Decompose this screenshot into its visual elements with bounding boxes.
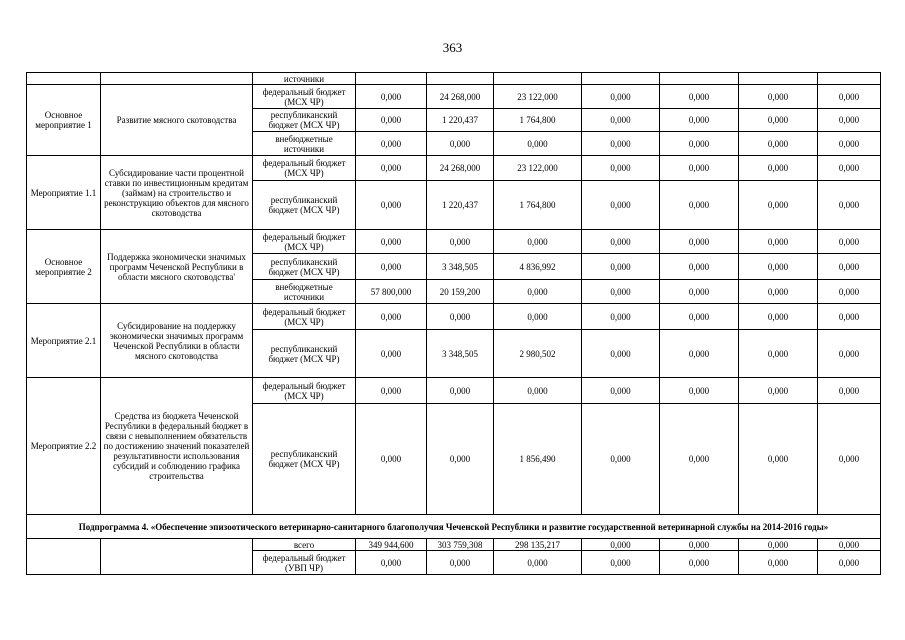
table-cell: 0,000: [818, 404, 881, 515]
table-cell: 3 348,505: [427, 254, 494, 280]
table-cell: 0,000: [739, 132, 818, 156]
table-cell: 0,000: [356, 109, 427, 132]
table-cell: 0,000: [739, 181, 818, 230]
table-cell: 0,000: [494, 551, 582, 575]
table-cell: Средства из бюджета Чеченской Республики в федеральный бюджет в связи с невыполнением обязательств по достижению значений показателей результативности использования субсидий и соблюдению графика строительства: [101, 378, 253, 515]
table-cell: 0,000: [356, 378, 427, 404]
table-cell: Субсидирование на поддержку экономически значимых программ Чеченской Республики в области мясного скотоводства: [101, 304, 253, 378]
table-cell: [27, 73, 101, 85]
table-cell: республиканский бюджет (МСХ ЧР): [253, 109, 356, 132]
table-cell: 0,000: [427, 304, 494, 330]
table-cell: 0,000: [356, 230, 427, 254]
table-cell: 0,000: [582, 551, 660, 575]
table-cell: 2 980,502: [494, 330, 582, 378]
table-cell: 0,000: [660, 132, 739, 156]
table-cell: 0,000: [427, 551, 494, 575]
table-cell: 0,000: [582, 254, 660, 280]
table-cell: 3 348,505: [427, 330, 494, 378]
table-cell: [101, 539, 253, 575]
table-cell: 0,000: [739, 304, 818, 330]
table-cell: [739, 73, 818, 85]
table-cell: 23 122,000: [494, 85, 582, 109]
table-cell: 0,000: [739, 404, 818, 515]
table-cell: внебюджетные источники: [253, 132, 356, 156]
table-cell: Основное мероприятие 2: [27, 230, 101, 304]
table-cell: 0,000: [582, 404, 660, 515]
table-cell: 0,000: [660, 404, 739, 515]
table-cell: федеральный бюджет (МСХ ЧР): [253, 85, 356, 109]
table-cell: 0,000: [660, 181, 739, 230]
table-row: [27, 156, 881, 181]
table-cell: 0,000: [356, 85, 427, 109]
table-cell: 0,000: [582, 109, 660, 132]
table-cell: 0,000: [818, 551, 881, 575]
table-cell: 24 268,000: [427, 156, 494, 181]
table-cell: 0,000: [739, 109, 818, 132]
table-cell: 0,000: [739, 156, 818, 181]
table-cell: 0,000: [660, 156, 739, 181]
table-cell: внебюджетные источники: [253, 280, 356, 304]
table-cell: 0,000: [818, 254, 881, 280]
table-cell: 0,000: [494, 280, 582, 304]
table-cell: 0,000: [739, 539, 818, 551]
table-cell: 0,000: [739, 254, 818, 280]
table-cell: 0,000: [427, 132, 494, 156]
table-cell: республиканский бюджет (МСХ ЧР): [253, 181, 356, 230]
table-cell: 0,000: [494, 132, 582, 156]
table-cell: [27, 539, 101, 575]
table-cell: 0,000: [739, 280, 818, 304]
table-cell: 1 764,800: [494, 181, 582, 230]
table-cell: 0,000: [582, 230, 660, 254]
table-cell: 0,000: [818, 156, 881, 181]
table-cell: [356, 73, 427, 85]
table-cell: [818, 73, 881, 85]
table-cell: источники: [253, 73, 356, 85]
table-cell: 0,000: [660, 85, 739, 109]
table-cell: 1 220,437: [427, 109, 494, 132]
table-cell: федеральный бюджет (МСХ ЧР): [253, 230, 356, 254]
table-cell: [101, 73, 253, 85]
table-cell: Мероприятие 2.1: [27, 304, 101, 378]
table-cell: 0,000: [582, 280, 660, 304]
table-cell: Развитие мясного скотоводства: [101, 85, 253, 156]
table-cell: 349 944,600: [356, 539, 427, 551]
table-cell: 0,000: [818, 280, 881, 304]
table-cell: 4 836,992: [494, 254, 582, 280]
table-cell: федеральный бюджет (МСХ ЧР): [253, 156, 356, 181]
table-cell: 1 856,490: [494, 404, 582, 515]
table-cell: Мероприятие 1.1: [27, 156, 101, 230]
table-cell: федеральный бюджет (МСХ ЧР): [253, 304, 356, 330]
table-cell: 0,000: [356, 551, 427, 575]
table-cell: 0,000: [818, 230, 881, 254]
table-cell: федеральный бюджет (МСХ ЧР): [253, 378, 356, 404]
table-cell: 0,000: [427, 404, 494, 515]
table-cell: 0,000: [660, 230, 739, 254]
table-cell: 0,000: [356, 181, 427, 230]
table-cell: Мероприятие 2.2: [27, 378, 101, 515]
table-cell: 0,000: [739, 230, 818, 254]
table-cell: 0,000: [660, 109, 739, 132]
table-cell: 0,000: [739, 551, 818, 575]
table-cell: 0,000: [427, 378, 494, 404]
table-cell: 0,000: [818, 539, 881, 551]
table-cell: 0,000: [582, 304, 660, 330]
table-row: [27, 304, 881, 330]
table-cell: 0,000: [494, 230, 582, 254]
table-cell: [660, 73, 739, 85]
page-number: 363: [442, 40, 463, 55]
table-cell: 0,000: [356, 304, 427, 330]
table-cell: 0,000: [582, 132, 660, 156]
table-cell: 0,000: [427, 230, 494, 254]
table-row: [27, 85, 881, 109]
table-cell: 1 220,437: [427, 181, 494, 230]
table-cell: 0,000: [494, 304, 582, 330]
table-cell: республиканский бюджет (МСХ ЧР): [253, 330, 356, 378]
table-cell: 0,000: [739, 330, 818, 378]
table-cell: 0,000: [582, 330, 660, 378]
table-cell: 0,000: [818, 304, 881, 330]
table-cell: 0,000: [660, 330, 739, 378]
table-row: [27, 539, 881, 551]
table-cell: 0,000: [660, 378, 739, 404]
table-cell: 0,000: [356, 132, 427, 156]
table-cell: 0,000: [660, 280, 739, 304]
table-cell: Поддержка экономически значимых программ Чеченской Республики в области мясного скотоводства': [101, 230, 253, 304]
table-cell: 298 135,217: [494, 539, 582, 551]
table-cell: 0,000: [356, 330, 427, 378]
table-cell: 0,000: [356, 254, 427, 280]
table-cell: 20 159,200: [427, 280, 494, 304]
table-cell: 57 800,000: [356, 280, 427, 304]
subprogram-header-row: [27, 515, 881, 539]
table-row: [27, 378, 881, 404]
table-cell: 0,000: [818, 132, 881, 156]
table-cell: 0,000: [582, 378, 660, 404]
table-cell: 0,000: [582, 539, 660, 551]
table-cell: [582, 73, 660, 85]
table-cell: 303 759,308: [427, 539, 494, 551]
table-cell: федеральный бюджет (УВП ЧР): [253, 551, 356, 575]
table-cell: [427, 73, 494, 85]
table-cell: 0,000: [739, 378, 818, 404]
table-cell: 0,000: [818, 109, 881, 132]
table-row: [27, 73, 881, 85]
table-row: [27, 230, 881, 254]
table-cell: 0,000: [494, 378, 582, 404]
table-cell: 0,000: [582, 85, 660, 109]
budget-table: [26, 72, 881, 575]
table-cell: 0,000: [356, 404, 427, 515]
table-cell: 0,000: [818, 85, 881, 109]
table-cell: 23 122,000: [494, 156, 582, 181]
table-cell: 0,000: [582, 156, 660, 181]
table-cell: Субсидирование части процентной ставки по инвестиционным кредитам (займам) на строительство и реконструкцию объектов для мясного скотоводства: [101, 156, 253, 230]
table-cell: всего: [253, 539, 356, 551]
table-cell: 0,000: [660, 254, 739, 280]
table-cell: 24 268,000: [427, 85, 494, 109]
table-cell: республиканский бюджет (МСХ ЧР): [253, 404, 356, 515]
table-cell: 0,000: [582, 181, 660, 230]
subprogram-title: Подпрограмма 4. «Обеспечение эпизоотического ветеринарно-санитарного благополучия Чеченской Республики и развитие государственной ветеринарной службы на 2014-2016 годы»: [27, 515, 881, 539]
table-cell: Основное мероприятие 1: [27, 85, 101, 156]
table-cell: 0,000: [660, 539, 739, 551]
table-cell: 0,000: [739, 85, 818, 109]
table-cell: 0,000: [818, 181, 881, 230]
table-cell: республиканский бюджет (МСХ ЧР): [253, 254, 356, 280]
table-cell: [494, 73, 582, 85]
table-cell: 0,000: [356, 156, 427, 181]
table-cell: 0,000: [660, 551, 739, 575]
table-cell: 0,000: [818, 330, 881, 378]
table-cell: 1 764,800: [494, 109, 582, 132]
table-cell: 0,000: [660, 304, 739, 330]
table-cell: 0,000: [818, 378, 881, 404]
